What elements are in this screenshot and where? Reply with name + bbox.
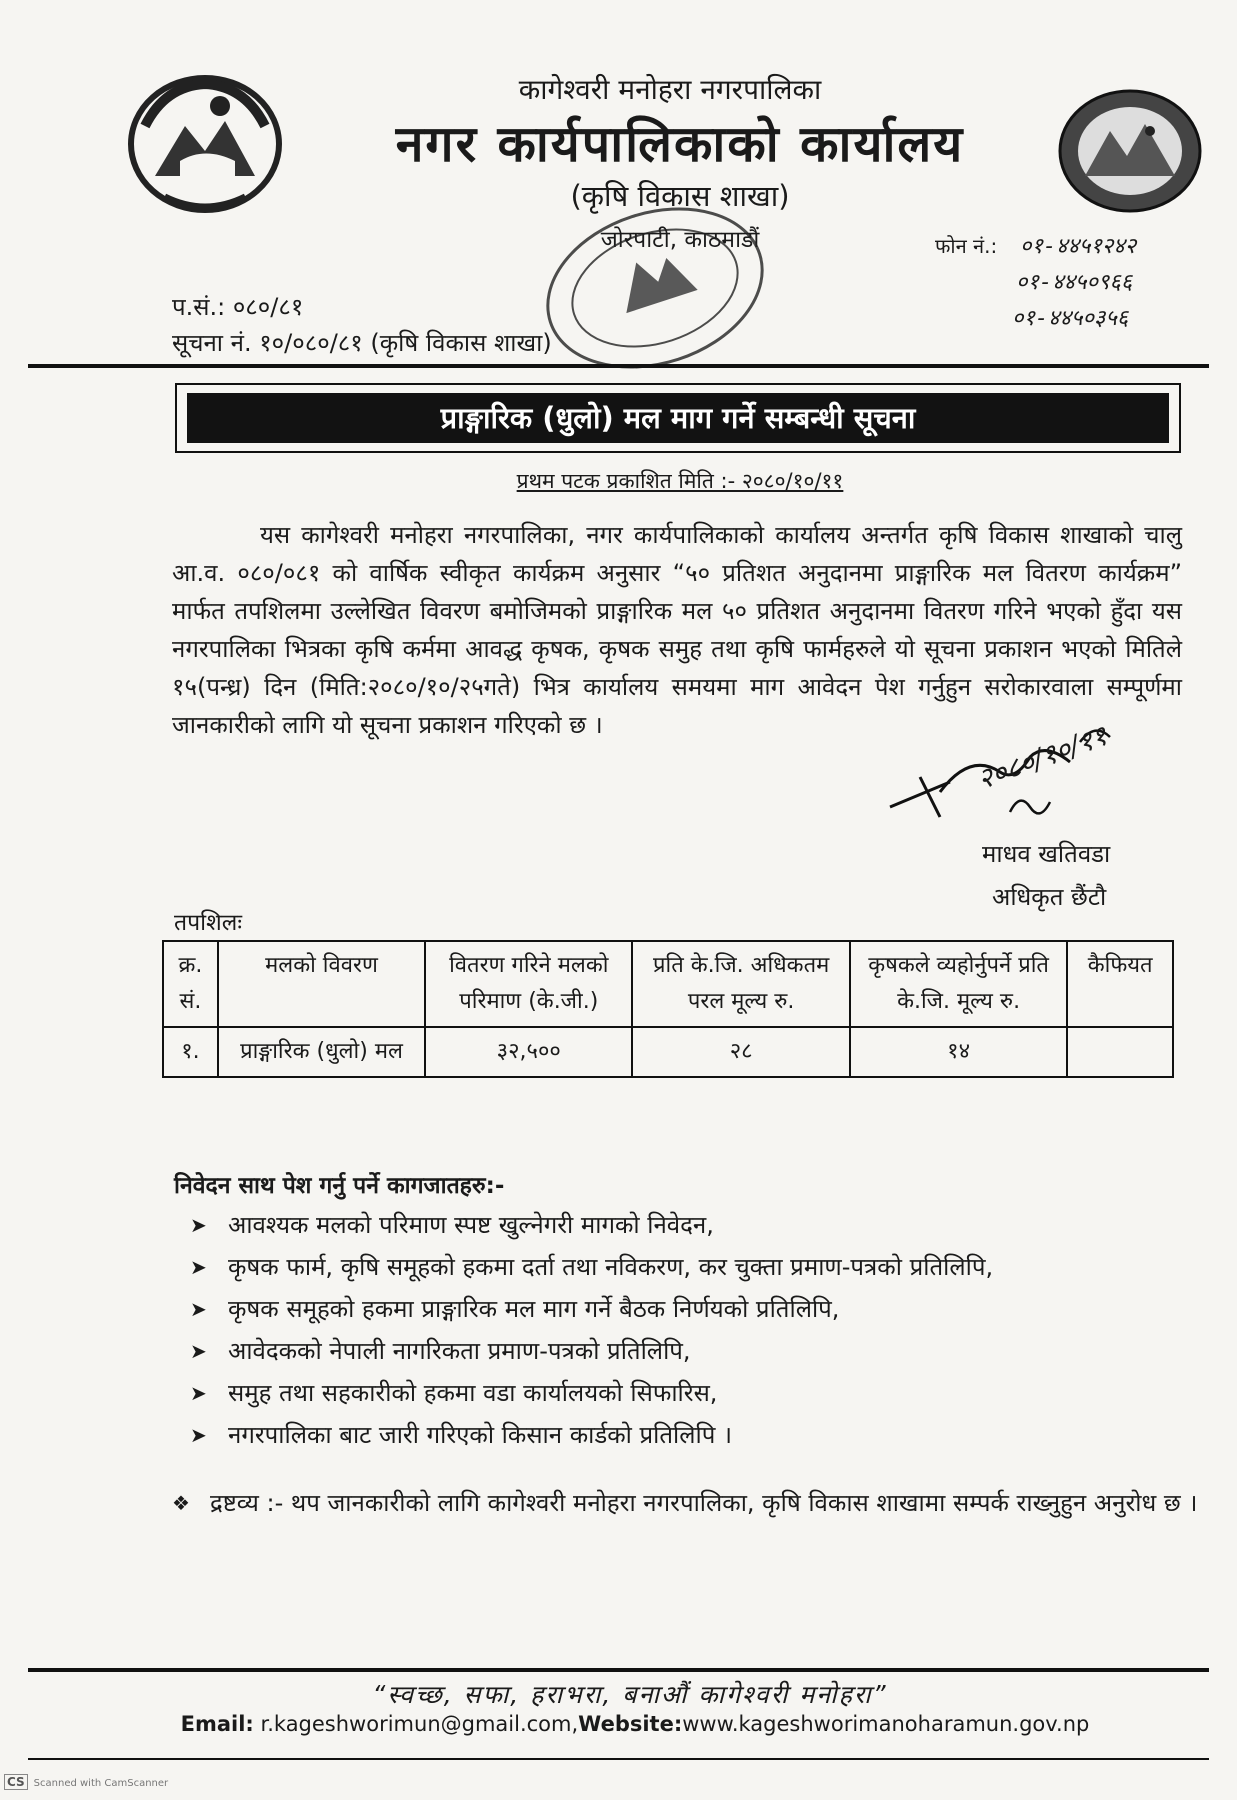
notice-body: यस कागेश्वरी मनोहरा नगरपालिका, नगर कार्यपालिकाको कार्यालय अन्तर्गत कृषि विकास शाखाको चालु आ.व. ०८०/०८१ को वार्षिक स्वीकृत कार्यक्रम अनुसार “५० प्रतिशत अनुदानमा प्राङ्गारिक मल वितरण कार्यक्रम” मार्फत तपशिलमा उल्लेखित विवरण बमोजिमको प्राङ्गारिक मल ५० प्रतिशत अनुदानमा वितरण गरिने भएको हुँदा यस नगरपालिका भित्रका कृषि कर्ममा आवद्ध कृषक, कृषक समुह तथा कृषि फार्महरुले यो सूचना प्रकाशन भएको मितिले १५(पन्ध्र) दिन (मिति:२०८०/१०/२५गते) भित्र कार्यालय समयमा माग आवेदन पेश गर्नुहुन सरोकारवाला सम्पूर्णमा जानकारीको लागि यो सूचना प्रकाशन गरिएको छ ।: [172, 521, 1182, 739]
header-max-cost: प्रति के.जि. अधिकतम परल मूल्य रु.: [632, 941, 849, 1027]
cell-quantity: ३२,५००: [425, 1027, 632, 1077]
arrow-bullet-icon: ➤: [190, 1213, 207, 1237]
footer-slogan: “स्वच्छ, सफा, हराभरा, बनाऔं कागेश्वरी मनोहरा”: [372, 1680, 888, 1709]
cell-remarks: [1067, 1027, 1173, 1077]
email-address: r.kageshworimun@gmail.com,: [260, 1712, 579, 1736]
notice-title-box: [175, 383, 1181, 453]
nepal-emblem-icon: [125, 66, 285, 216]
municipality-name: कागेश्वरी मनोहरा नगरपालिका: [518, 73, 822, 106]
signatory-title: अधिकृत छैंटौ: [992, 883, 1107, 911]
cell-serial: १.: [163, 1027, 218, 1077]
scanner-watermark: [4, 1774, 168, 1790]
bottom-divider: [28, 1758, 1209, 1760]
table-header-row: [163, 941, 1173, 1027]
cell-fertilizer: प्राङ्गारिक (धुलो) मल: [218, 1027, 425, 1077]
branch-name: (कृषि विकास शाखा): [570, 179, 790, 213]
arrow-bullet-icon: ➤: [190, 1255, 207, 1279]
cell-farmer-price: १४: [850, 1027, 1067, 1077]
notice-number: सूचना नं. १०/०८०/८१ (कृषि विकास शाखा): [172, 329, 552, 357]
office-stamp-icon: [535, 198, 775, 378]
header-farmer-price: कृषकले व्यहोर्नुपर्ने प्रति के.जि. मूल्य रु.: [850, 941, 1067, 1027]
phone-number-3: ०१-४४५०३५६: [1012, 306, 1129, 331]
star-bullet-icon: ❖: [172, 1491, 190, 1515]
list-item-text: आवेदकको नेपाली नागरिकता प्रमाण-पत्रको प्रतिलिपि,: [228, 1337, 691, 1365]
note-text: द्रष्टव्य :- थप जानकारीको लागि कागेश्वरी मनोहरा नगरपालिका, कृषि विकास शाखामा सम्पर्क राख्नुहुन अनुरोध छ ।: [210, 1489, 1198, 1517]
header-serial: क्र. सं.: [163, 941, 218, 1027]
cell-max-cost: २८: [632, 1027, 849, 1077]
note: [172, 1484, 1220, 1522]
header-divider: [28, 364, 1209, 368]
camscanner-logo: CS: [4, 1774, 28, 1790]
list-item-text: कृषक फार्म, कृषि समूहको हकमा दर्ता तथा नविकरण, कर चुक्ता प्रमाण-पत्रको प्रतिलिपि,: [228, 1253, 994, 1281]
footer-divider: [28, 1668, 1209, 1672]
table-row: [163, 1027, 1173, 1077]
header-remarks: कैफियत: [1067, 941, 1173, 1027]
list-item-text: कृषक समूहको हकमा प्राङ्गारिक मल माग गर्ने बैठक निर्णयको प्रतिलिपि,: [228, 1295, 840, 1323]
header-fertilizer: मलको विवरण: [218, 941, 425, 1027]
email-label: Email:: [180, 1712, 254, 1736]
footer-contact: [100, 1712, 1170, 1736]
office-name: नगर कार्यपालिकाको कार्यालय: [395, 115, 965, 173]
municipality-seal-icon: [1055, 86, 1205, 216]
phone-number-1: ०१-४४५१२४२: [1020, 234, 1137, 259]
website-label: Website:: [578, 1712, 683, 1736]
list-item: [190, 1414, 1150, 1456]
documents-heading: निवेदन साथ पेश गर्नु पर्ने कागजातहरु:-: [174, 1173, 505, 1199]
website-address: www.kageshworimanoharamun.gov.np: [682, 1712, 1090, 1736]
list-item: [190, 1372, 1150, 1414]
arrow-bullet-icon: ➤: [190, 1297, 207, 1321]
scanner-text: Scanned with CamScanner: [33, 1778, 169, 1789]
reference-number: प.सं.: ०८०/८१: [172, 293, 304, 321]
signatory-name: माधव खतिवडा: [982, 840, 1111, 868]
arrow-bullet-icon: ➤: [190, 1381, 207, 1405]
list-item-text: नगरपालिका बाट जारी गरिएको किसान कार्डको प्रतिलिपि ।: [228, 1421, 733, 1449]
list-item: [190, 1204, 1150, 1246]
published-date: प्रथम पटक प्रकाशित मिति :- २०८०/१०/११: [516, 469, 844, 493]
phone-number-2: ०१-४४५०९६६: [1016, 270, 1133, 295]
arrow-bullet-icon: ➤: [190, 1339, 207, 1363]
documents-list: [190, 1204, 1150, 1456]
schedule-label: तपशिलः: [174, 910, 243, 936]
city-name: जोरपाटी, काठमाडौं: [600, 227, 760, 253]
schedule-table: [162, 940, 1174, 1078]
list-item: [190, 1246, 1150, 1288]
list-item-text: समुह तथा सहकारीको हकमा वडा कार्यालयको सिफारिस,: [228, 1379, 718, 1407]
notice-title: प्राङ्गारिक (धुलो) मल माग गर्ने सम्बन्धी सूचना: [187, 393, 1169, 443]
header-quantity: वितरण गरिने मलको परिमाण (के.जी.): [425, 941, 632, 1027]
signature-date: २०८०/१०/११: [973, 718, 1112, 797]
list-item: [190, 1330, 1150, 1372]
arrow-bullet-icon: ➤: [190, 1423, 207, 1447]
list-item: [190, 1288, 1150, 1330]
list-item-text: आवश्यक मलको परिमाण स्पष्ट खुल्नेगरी मागको निवेदन,: [228, 1211, 714, 1239]
phone-label: फोन नं.:: [935, 234, 998, 258]
